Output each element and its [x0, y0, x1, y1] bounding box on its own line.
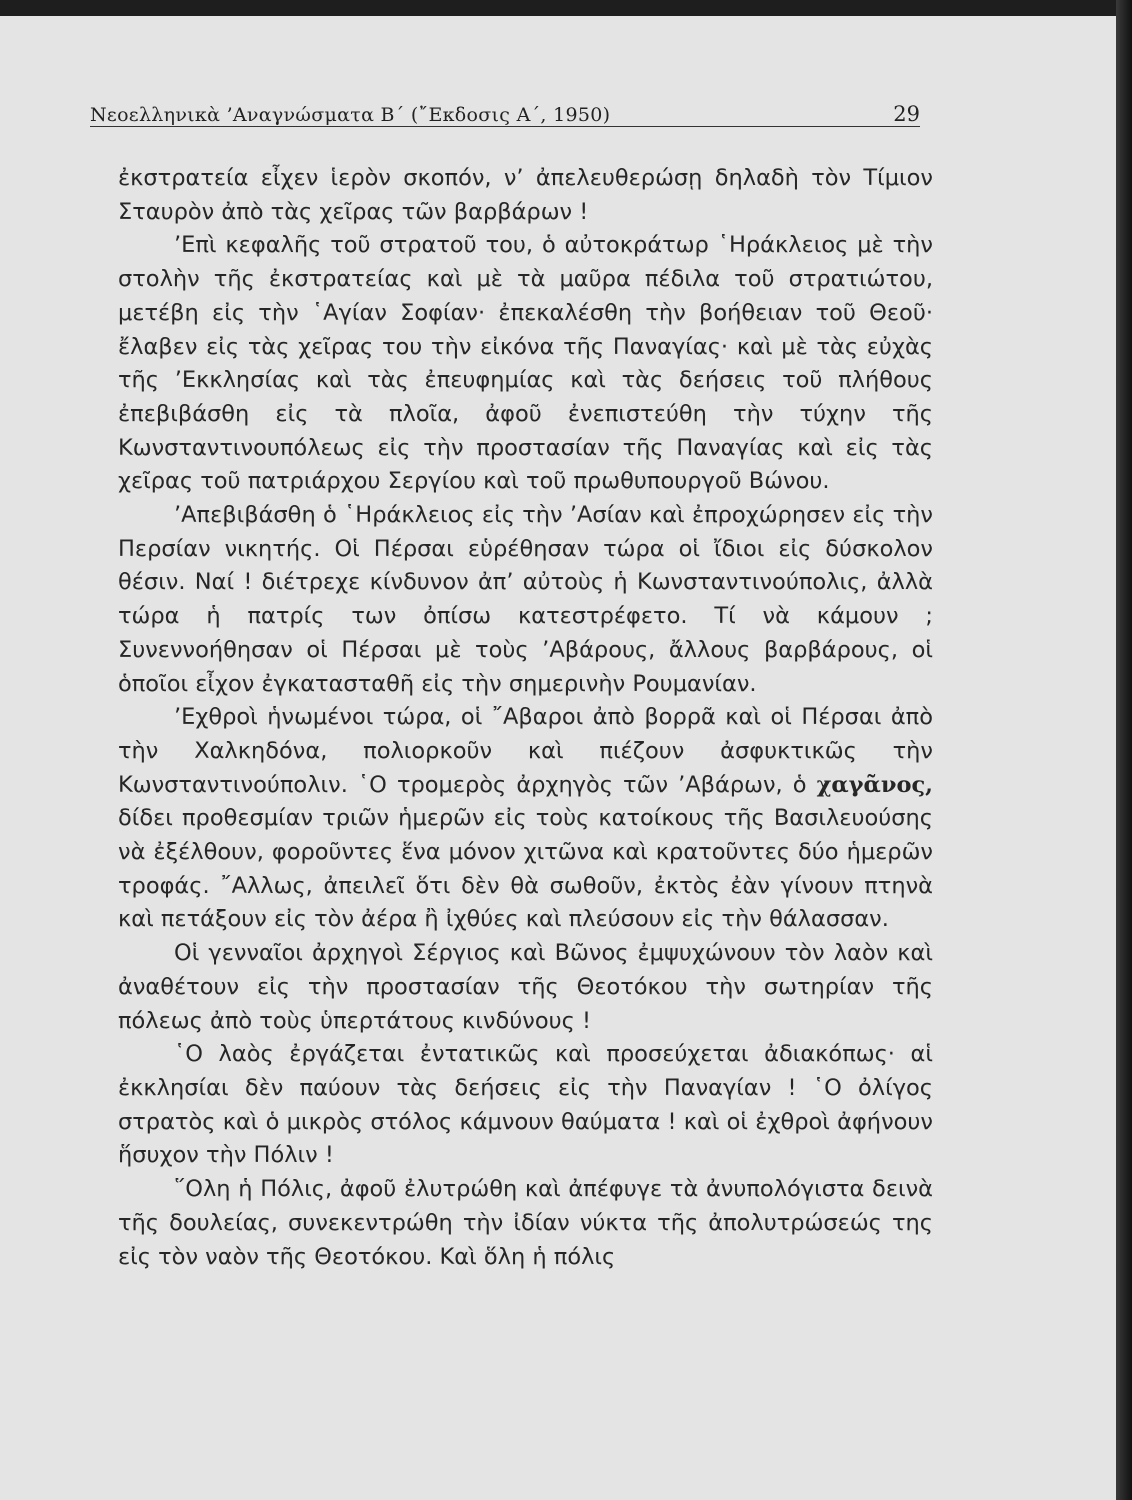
paragraph-7: ῞Ολη ἡ Πόλις, ἀφοῦ ἐλυτρώθη καὶ ἀπέφυγε τὰ ἀνυπολόγιστα δεινὰ τῆς δουλείας, συνεκεντρώθη τὴν ἰδίαν νύκτα τῆς ἀπολυτρώσεώς της εἰς τὸν ναὸν τῆς Θεοτόκου. Καὶ ὅλη ἡ πόλις: [118, 1176, 933, 1270]
running-head: [90, 92, 920, 127]
paragraph-1: ἐκστρατεία εἶχεν ἱερὸν σκοπόν, ν’ ἀπελευθερώσῃ δηλαδὴ τὸν Τίμιον Σταυρὸν ἀπὸ τὰς χεῖρας τῶν βαρβάρων !: [118, 165, 933, 225]
paragraph-4-text-a: ’Εχθροὶ ἡνωμένοι τώρα, οἱ ῎Αβαροι ἀπὸ βορρᾶ καὶ οἱ Πέρσαι ἀπὸ τὴν Χαλκηδόνα, πολιορκοῦν καὶ πιέζουν ἀσφυκτικῶς τὴν Κωνσταντινούπολιν. ῾Ο τρομερὸς ἀρχηγὸς τῶν ’Αβάρων, ὁ: [118, 704, 933, 798]
paragraph-5: Οἱ γενναῖοι ἀρχηγοὶ Σέργιος καὶ Βῶνος ἐμψυχώνουν τὸν λαὸν καὶ ἀναθέτουν εἰς τὴν προστασίαν τῆς Θεοτόκου τὴν σωτηρίαν τῆς πόλεως ἀπὸ τοὺς ὑπερτάτους κινδύνους !: [118, 940, 933, 1034]
book-spine-shadow: [1116, 0, 1132, 1500]
page-number: 29: [893, 102, 920, 126]
paragraph-4-text-b: δίδει προθεσμίαν τριῶν ἡμερῶν εἰς τοὺς κατοίκους τῆς Βασιλευούσης νὰ ἐξέλθουν, φοροῦντες ἕνα μόνον χιτῶνα καὶ κρατοῦντες δύο ἡμερῶν τροφάς. ῎Αλλως, ἀπειλεῖ ὅτι δὲν θὰ σωθοῦν, ἐκτὸς ἐὰν γίνουν πτηνὰ καὶ πετάξουν εἰς τὸν ἀέρα ἢ ἰχθύες καὶ πλεύσουν εἰς τὴν θάλασσαν.: [118, 805, 933, 933]
paragraph-3: ’Απεβιβάσθη ὁ ῾Ηράκλειος εἰς τὴν ’Ασίαν καὶ ἐπροχώρησεν εἰς τὴν Περσίαν νικητής. Οἱ Πέρσαι εὑρέθησαν τώρα οἱ ἴδιοι εἰς δύσκολον θέσιν. Ναί ! διέτρεχε κίνδυνον ἀπ’ αὐτοὺς ἡ Κωνσταντινούπολις, ἀλλὰ τώρα ἡ πατρίς των ὀπίσω κατεστρέφετο. Τί νὰ κάμουν ; Συνεννοήθησαν οἱ Πέρσαι μὲ τοὺς ’Αβάρους, ἄλλους βαρβάρους, οἱ ὁποῖοι εἶχον ἐγκατασταθῆ εἰς τὴν σημερινὴν Ρουμανίαν.: [118, 502, 933, 697]
bold-term-chaganos: χαγᾶνος,: [816, 771, 933, 798]
body-text: [118, 162, 933, 1274]
paragraph-4: [118, 701, 933, 937]
running-title: Νεοελληνικὰ ’Αναγνώσματα Β΄ (῎Εκδοσις Α΄, 1950): [90, 104, 611, 126]
paragraph-2: ’Επὶ κεφαλῆς τοῦ στρατοῦ του, ὁ αὐτοκράτωρ ῾Ηράκλειος μὲ τὴν στολὴν τῆς ἐκστρατείας καὶ μὲ τὰ μαῦρα πέδιλα τοῦ στρατιώτου, μετέβη εἰς τὴν ῾Αγίαν Σοφίαν· ἐπεκαλέσθη τὴν βοήθειαν τοῦ Θεοῦ· ἔλαβεν εἰς τὰς χεῖρας του τὴν εἰκόνα τῆς Παναγίας· καὶ μὲ τὰς εὐχὰς τῆς ’Εκκλησίας καὶ τὰς ἐπευφημίας καὶ τὰς δεήσεις τοῦ πλήθους ἐπεβιβάσθη εἰς τὰ πλοῖα, ἀφοῦ ἐνεπιστεύθη τὴν τύχην τῆς Κωνσταντινουπόλεως εἰς τὴν προστασίαν τῆς Παναγίας καὶ εἰς τὰς χεῖρας τοῦ πατριάρχου Σεργίου καὶ τοῦ πρωθυπουργοῦ Βώνου.: [118, 232, 933, 495]
paragraph-6: ῾Ο λαὸς ἐργάζεται ἐντατικῶς καὶ προσεύχεται ἀδιακόπως· αἱ ἐκκλησίαι δὲν παύουν τὰς δεήσεις εἰς τὴν Παναγίαν ! ῾Ο ὀλίγος στρατὸς καὶ ὁ μικρὸς στόλος κάμνουν θαύματα ! καὶ οἱ ἐχθροὶ ἀφήνουν ἥσυχον τὴν Πόλιν !: [118, 1041, 933, 1169]
